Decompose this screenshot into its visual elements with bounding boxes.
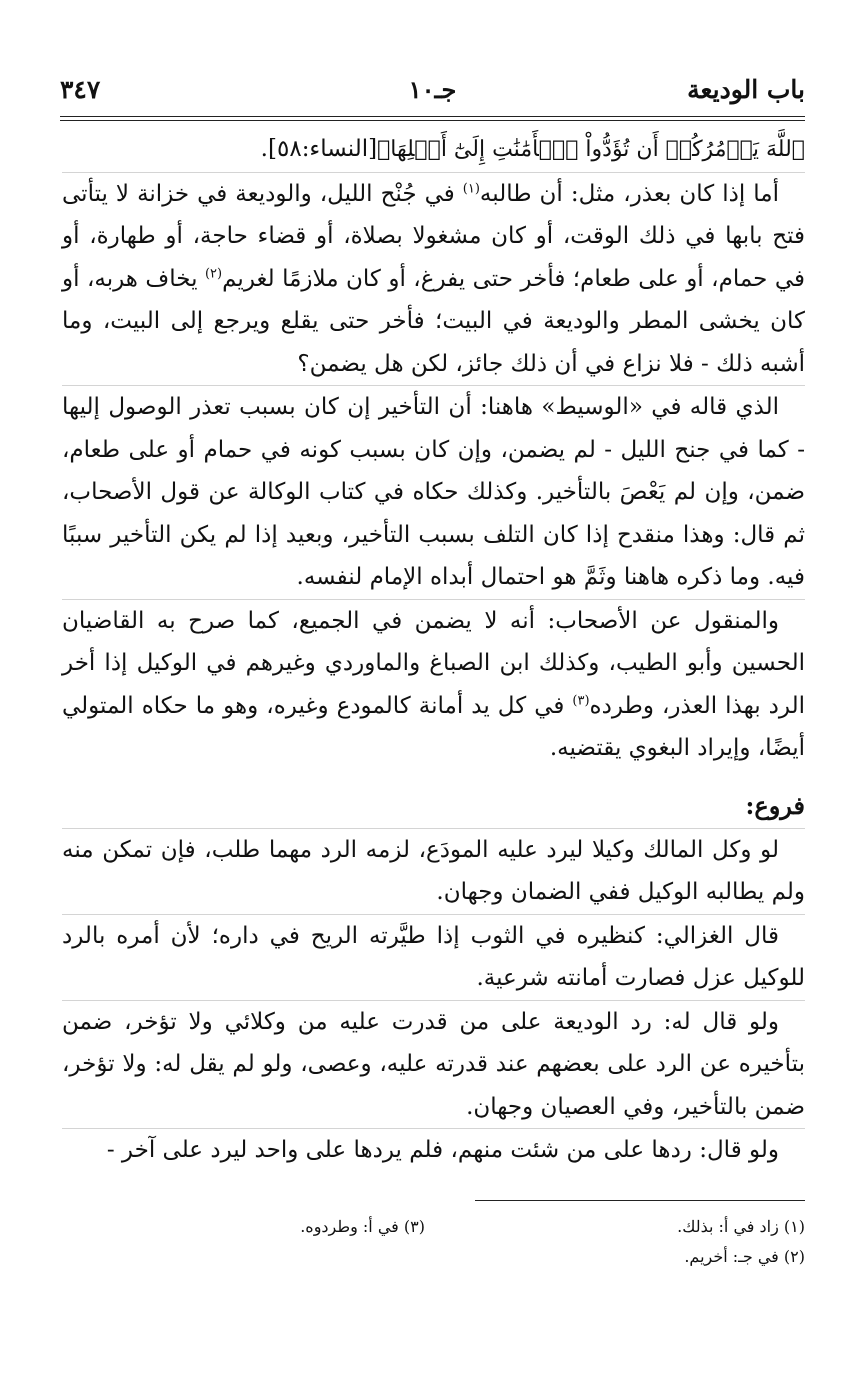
footnote-marker-3: (٣)	[572, 692, 590, 708]
page-number: ٣٤٧	[60, 75, 101, 104]
verse-reference: [النساء:٥٨].	[260, 136, 378, 162]
paragraph-1	[62, 172, 805, 386]
paragraph-5: قال الغزالي: كنظيره في الثوب إذا طيَّرته الريح في داره؛ لأن أمره بالرد للوكيل عزل فصارت أمانته شرعية.	[62, 914, 805, 1000]
footnote-2: (٢) في جـ: أخريم.	[684, 1247, 805, 1266]
paragraph-text: والمنقول عن الأصحاب: أنه لا يضمن في الجميع، كما صرح به القاضيان الحسين وأبو الطيب، وكذلك ابن الصباغ والماوردي وغيرهم في الوكيل إذا أخر الرد بهذا العذر، وطرده	[62, 607, 805, 719]
footnotes	[62, 1212, 805, 1272]
volume-label: جـ١٠	[408, 75, 457, 104]
main-text	[62, 128, 805, 1172]
paragraph-3	[62, 599, 805, 770]
quran-verse-line	[62, 128, 805, 172]
paragraph-text: أما إذا كان بعذر، مثل: أن طالبه	[479, 180, 779, 207]
paragraph-4: لو وكل المالك وكيلا ليرد عليه المودَع، لزمه الرد مهما طلب، فإن تمكن منه ولم يطالبه الوكيل ففي الضمان وجهان.	[62, 828, 805, 914]
header-rule-top	[60, 116, 805, 117]
section-heading: فروع:	[745, 790, 805, 820]
footnote-row	[62, 1212, 805, 1242]
paragraph-7: ولو قال: ردها على من شئت منهم، فلم يردها على واحد ليرد على آخر -	[62, 1128, 805, 1172]
page-header	[60, 75, 805, 115]
quran-verse: ٱللَّهَ يَأۡمُرُكُمۡ أَن تُؤَدُّواْ ٱلۡأَمَٰنَٰتِ إِلَىٰٓ أَهۡلِهَا﴾	[377, 137, 805, 162]
footnote-1: (١) زاد في أ: بذلك.	[677, 1217, 805, 1236]
paragraph-text: في كل يد أمانة كالمودع وغيره، وهو ما حكاه المتولي أيضًا، وإيراد البغوي يقتضيه.	[62, 692, 805, 761]
footnote-rule	[475, 1200, 805, 1201]
footnote-marker-2: (٢)	[204, 265, 223, 281]
footnote-3: (٣) في أ: وطردوه.	[300, 1217, 425, 1236]
header-rule-bottom	[60, 120, 805, 121]
footnote-row	[62, 1242, 805, 1272]
paragraph-6: ولو قال له: رد الوديعة على من قدرت عليه من وكلائي ولا تؤخر، ضمن بتأخيره عن الرد على بعضهم عند قدرته عليه، وعصى، ولو لم يقل له: ولا تؤخر، ضمن بالتأخير، وفي العصيان وجهان.	[62, 1000, 805, 1129]
paragraph-text: يخاف هربه، أو كان يخشى المطر والوديعة في البيت؛ فأخر حتى يقلع ويرجع إلى البيت، وما أشبه ذلك - فلا نزاع في أن ذلك جائز، لكن هل يضمن؟	[62, 265, 805, 377]
footnote-marker-1: (١)	[462, 180, 480, 196]
paragraph-text: في جُنْح الليل، والوديعة في خزانة لا يتأتى فتح بابها في ذلك الوقت، أو كان مشغولا بصلاة، أو قضاء حاجة، أو طهارة، أو في حمام، أو على طعام؛ فأخر حتى يفرغ، أو كان ملازمًا لغريم	[62, 180, 805, 292]
paragraph-2: الذي قاله في «الوسيط» هاهنا: أن التأخير إن كان بسبب تعذر الوصول إليها - كما في جنح الليل - لم يضمن، وإن كان بسبب كونه في حمام أو على طعام، ضمن، وإن لم يَعْصَ بالتأخير. وكذلك حكاه في كتاب الوكالة عن قول الأصحاب، ثم قال: وهذا منقدح إذا كان التلف بسبب التأخير، وبعيد إذا لم يكن التأخير سببًا فيه. وما ذكره هاهنا وثَمَّ هو احتمال أبداه الإمام لنفسه.	[62, 385, 805, 599]
chapter-title: باب الوديعة	[687, 75, 805, 104]
